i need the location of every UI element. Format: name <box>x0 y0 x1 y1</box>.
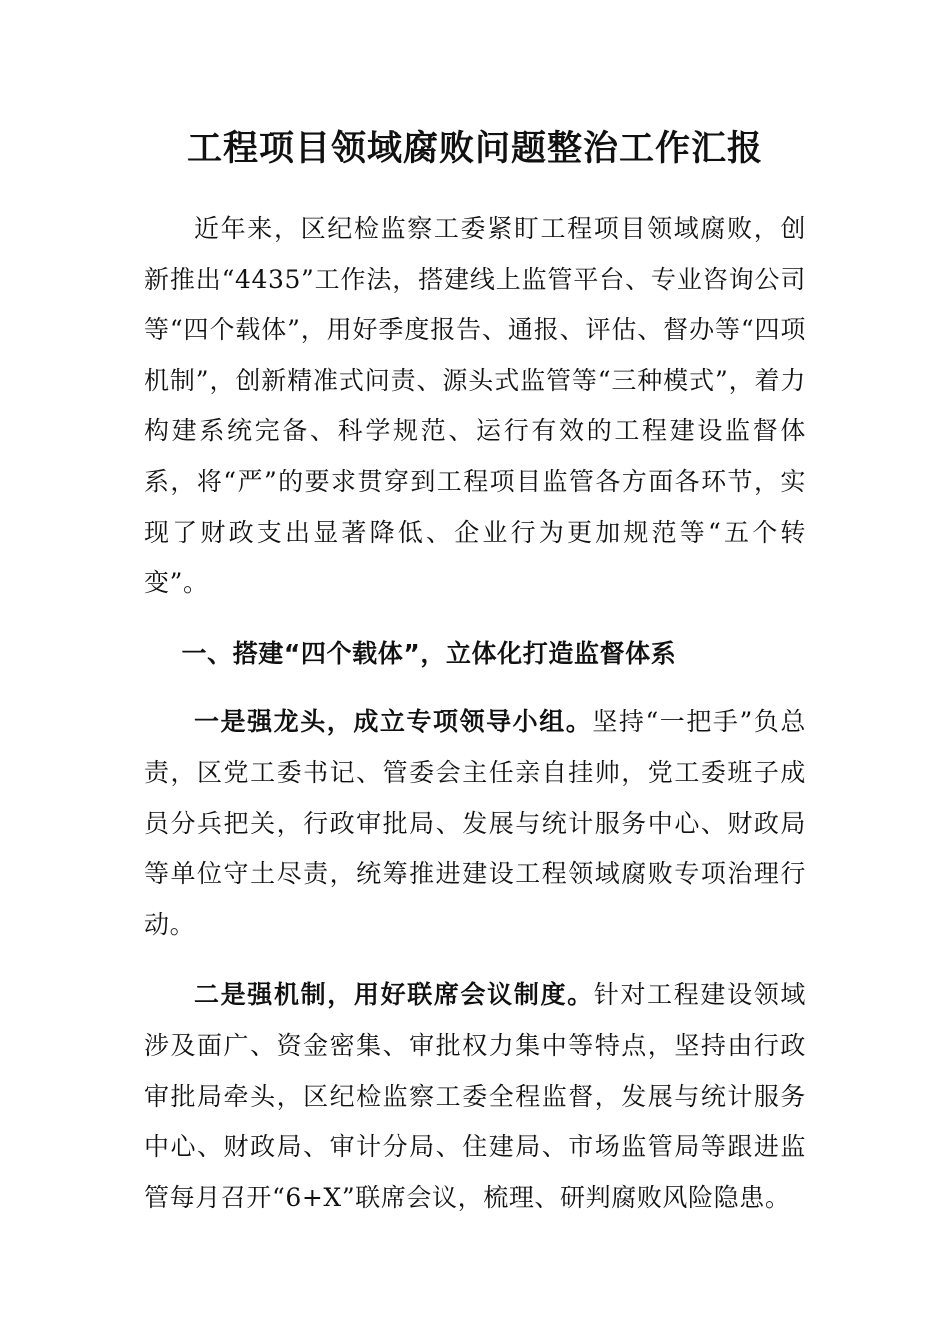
document-title: 工程项目领域腐败问题整治工作汇报 <box>186 128 763 169</box>
item-1-lead: 一是强龙头，成立专项领导小组。 <box>194 707 593 737</box>
section-heading: 一、搭建“四个载体”，立体化打造监督体系 <box>181 638 677 668</box>
section-item-1 <box>144 697 806 950</box>
item-2-lead: 二是强机制，用好联席会议制度。 <box>194 980 594 1010</box>
item-2-body: 针对工程建设领域涉及面广、资金密集、审批权力集中等特点，坚持由行政审批局牵头，区纪检监察工委全程监督，发展与统计服务中心、财政局、审计分局、住建局、市场监管局等跟进监管每月召开“6+X”联席会议，梳理、研判腐败风险隐患。 <box>144 980 806 1212</box>
section-item-2 <box>144 970 806 1223</box>
item-1-body: 坚持“一把手”负总责，区党工委书记、管委会主任亲自挂帅，党工委班子成员分兵把关，行政审批局、发展与统计服务中心、财政局等单位守土尽责，统筹推进建设工程领域腐败专项治理行动。 <box>144 707 806 939</box>
intro-paragraph: 近年来，区纪检监察工委紧盯工程项目领域腐败，创新推出“4435”工作法，搭建线上监管平台、专业咨询公司等“四个载体”，用好季度报告、通报、评估、督办等“四项机制”，创新精准式问责、源头式监管等“三种模式”，着力构建系统完备、科学规范、运行有效的工程建设监督体系，将“严”的要求贯穿到工程项目监管各方面各环节，实现了财政支出显著降低、企业行为更加规范等“五个转变”。 <box>144 214 806 598</box>
